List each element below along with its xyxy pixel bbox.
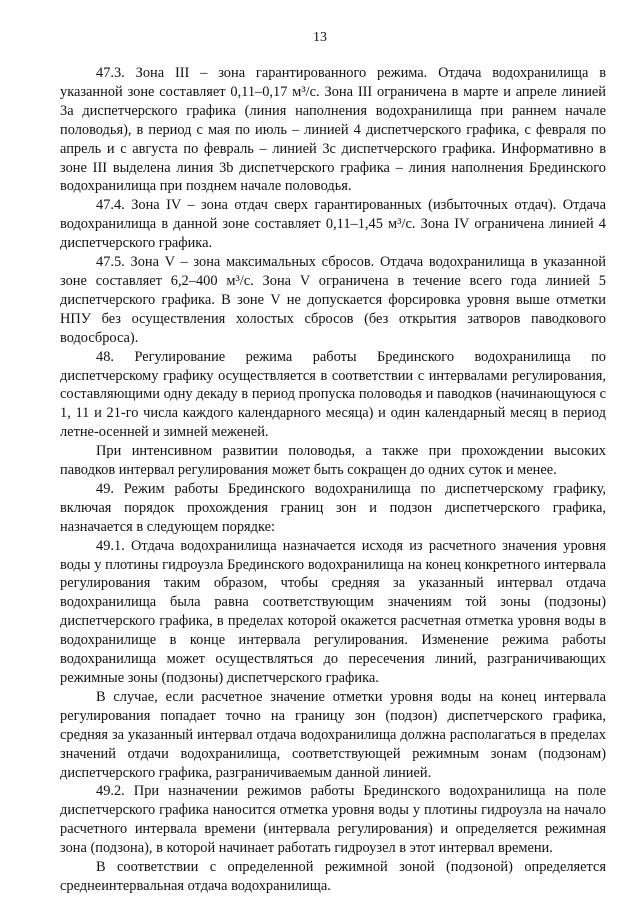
document-body	[60, 64, 606, 896]
page-number: 13	[313, 30, 327, 45]
paragraph-49-1-note: В случае, если расчетное значение отметки уровня воды на конец интервала регулирования попадает точно на границу зон (подзон) диспетчерского графика, средняя за указанный интервал отдача водохранилища должна располагаться в пределах значений отдачи водохранилища, соответствующей режимным зонам (подзонам) диспетчерского графика, разграничиваемым данной линией.	[60, 688, 606, 781]
paragraph-48-note: При интенсивном развитии половодья, а также при прохождении высоких паводков интервал регулирования может быть сокращен до одних суток и менее.	[60, 443, 606, 479]
paragraph-49: 49. Режим работы Брединского водохранилища по диспетчерскому графику, включая порядок прохождения границ зон и подзон диспетчерского графика, назначается в следующем порядке:	[60, 480, 606, 535]
paragraph-47-5: 47.5. Зона V – зона максимальных сбросов. Отдача водохранилища в указанной зоне составляет 6,2–400 м³/с. Зона V ограничена в течение всего года линией 5 диспетчерского графика. В зоне V не допускается форсировка уровня выше отметки НПУ без осуществления холостых сбросов (без открытия затворов паводкового водосброса).	[60, 254, 606, 346]
paragraph-48: 48. Регулирование режима работы Брединского водохранилища по диспетчерскому графику осуществляется в соответствии с интервалами регулирования, составляющими одну декаду в период пропуска половодья и паводков (начинающуюся с 1, 11 и 21-го числа каждого календарного месяца) и один календарный месяц в период летне-осенней и зимней меженей.	[60, 348, 606, 441]
paragraph-47-4: 47.4. Зона IV – зона отдач сверх гарантированных (избыточных отдач). Отдача водохранилища в данной зоне составляет 0,11–1,45 м³/с. Зона IV ограничена линией 4 диспетчерского графика.	[60, 197, 606, 252]
paragraph-49-2: 49.2. При назначении режимов работы Брединского водохранилища на поле диспетчерского графика наносится отметка уровня воды у плотины гидроузла на начало расчетного интервала времени (интервала регулирования) и определяется режимная зона (подзона), в которой начинает работать гидроузел в этот интервал времени.	[60, 783, 606, 857]
paragraph-47-3: 47.3. Зона III – зона гарантированного режима. Отдача водохранилища в указанной зоне составляет 0,11–0,17 м³/с. Зона III ограничена в марте и апреле линией 3a диспетчерского графика (линия наполнения водохранилища при раннем начале половодья), в период с мая по июль – линией 4 диспетчерского графика, с февраля по апрель и с августа по февраль – линией 3с диспетчерского графика. Информативно в зоне III выделена линия 3b диспетчерского графика – линия наполнения Брединского водохранилища при позднем начале половодья.	[60, 65, 606, 195]
paragraph-49-2-note: В соответствии с определенной режимной зоной (подзоной) определяется среднеинтервальная отдача водохранилища.	[60, 859, 606, 894]
paragraph-49-1: 49.1. Отдача водохранилища назначается исходя из расчетного значения уровня воды у плотины гидроузла Брединского водохранилища на конец конкретного интервала регулирования таким образом, чтобы средняя за указанный интервал отдача водохранилища была равна соответствующим значениям той зоны (подзоны) диспетчерского графика, в пределах которой окажется расчетная отметка уровня воды в водохранилище в конце интервала регулирования. Изменение режима работы водохранилища может осуществляться до пересечения линий, разграничивающих режимные зоны (подзоны) диспетчерского графика.	[60, 537, 606, 686]
